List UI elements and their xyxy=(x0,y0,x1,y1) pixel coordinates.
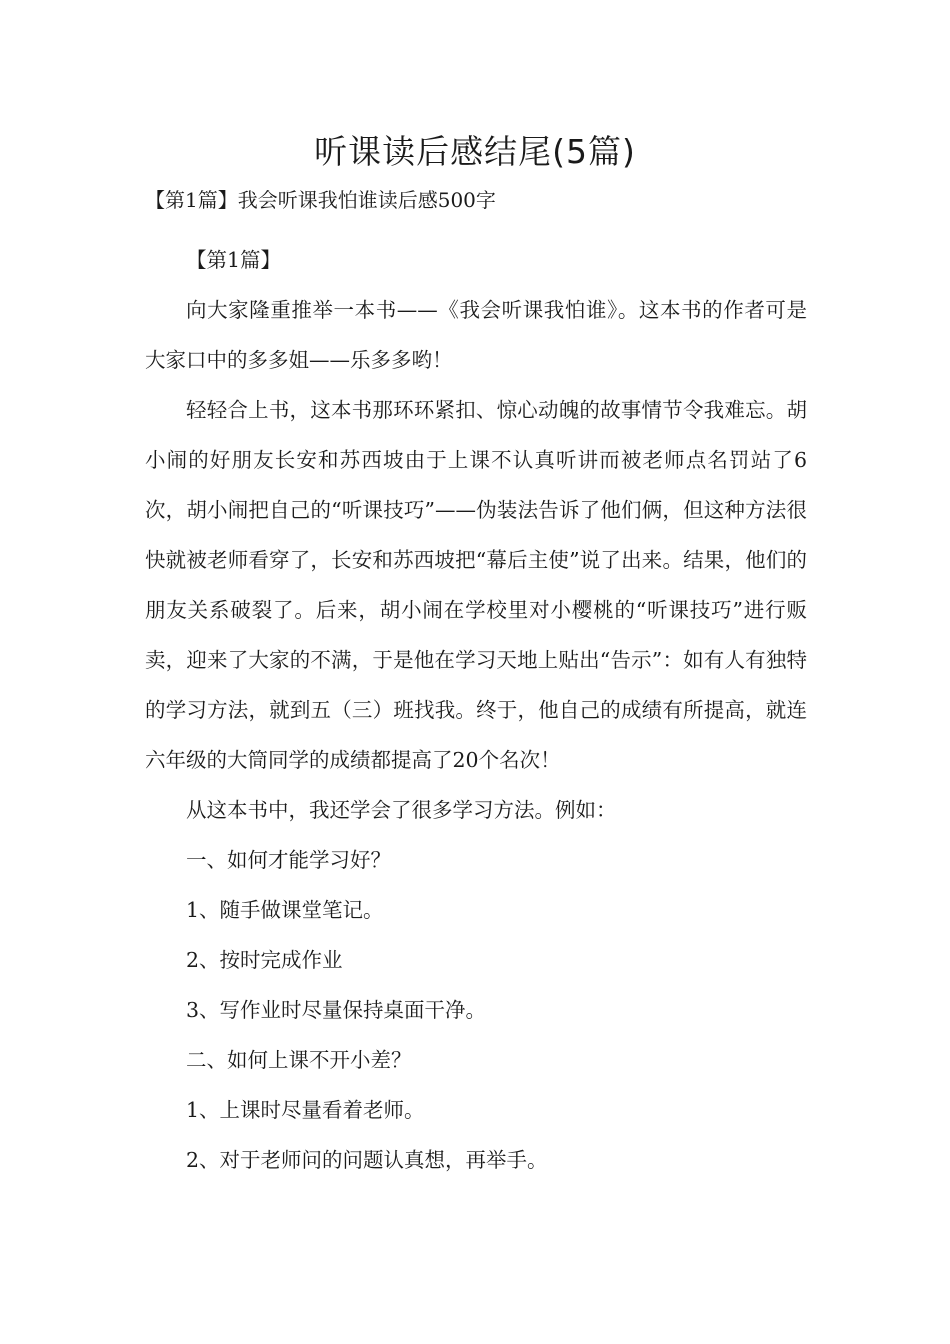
paragraph: 1、上课时尽量看着老师。 xyxy=(186,1098,425,1122)
paragraph: 2、对于老师问的问题认真想，再举手。 xyxy=(186,1148,548,1172)
paragraph: 从这本书中，我还学会了很多学习方法。例如： xyxy=(186,798,617,822)
paragraph: 一、如何才能学习好？ xyxy=(186,848,391,872)
paragraph: 【第1篇】 xyxy=(186,248,282,272)
paragraph: 二、如何上课不开小差？ xyxy=(186,1048,412,1072)
paragraph: 2、按时完成作业 xyxy=(186,948,343,972)
section-heading: 【第1篇】我会听课我怕谁读后感500字 xyxy=(145,188,496,212)
document-title: 听课读后感结尾(5篇) xyxy=(314,132,636,171)
paragraph: 向大家隆重推举一本书——《我会听课我怕谁》。这本书的作者可是大家口中的多多姐——乐多多哟！ xyxy=(145,298,807,372)
document-body xyxy=(145,235,807,1185)
paragraph: 3、写作业时尽量保持桌面干净。 xyxy=(186,998,487,1022)
paragraph: 轻轻合上书，这本书那环环紧扣、惊心动魄的故事情节令我难忘。胡小闹的好朋友长安和苏西坡由于上课不认真听讲而被老师点名罚站了6次，胡小闹把自己的“听课技巧”——伪装法告诉了他们俩，但这种方法很快就被老师看穿了，长安和苏西坡把“幕后主使”说了出来。结果，他们的朋友关系破裂了。后来，胡小闹在学校里对小樱桃的“听课技巧”进行贩卖，迎来了大家的不满，于是他在学习天地上贴出“告示”：如有人有独特的学习方法，就到五（三）班找我。终于，他自己的成绩有所提高，就连六年级的大筒同学的成绩都提高了20个名次！ xyxy=(145,398,807,772)
paragraph: 1、随手做课堂笔记。 xyxy=(186,898,384,922)
